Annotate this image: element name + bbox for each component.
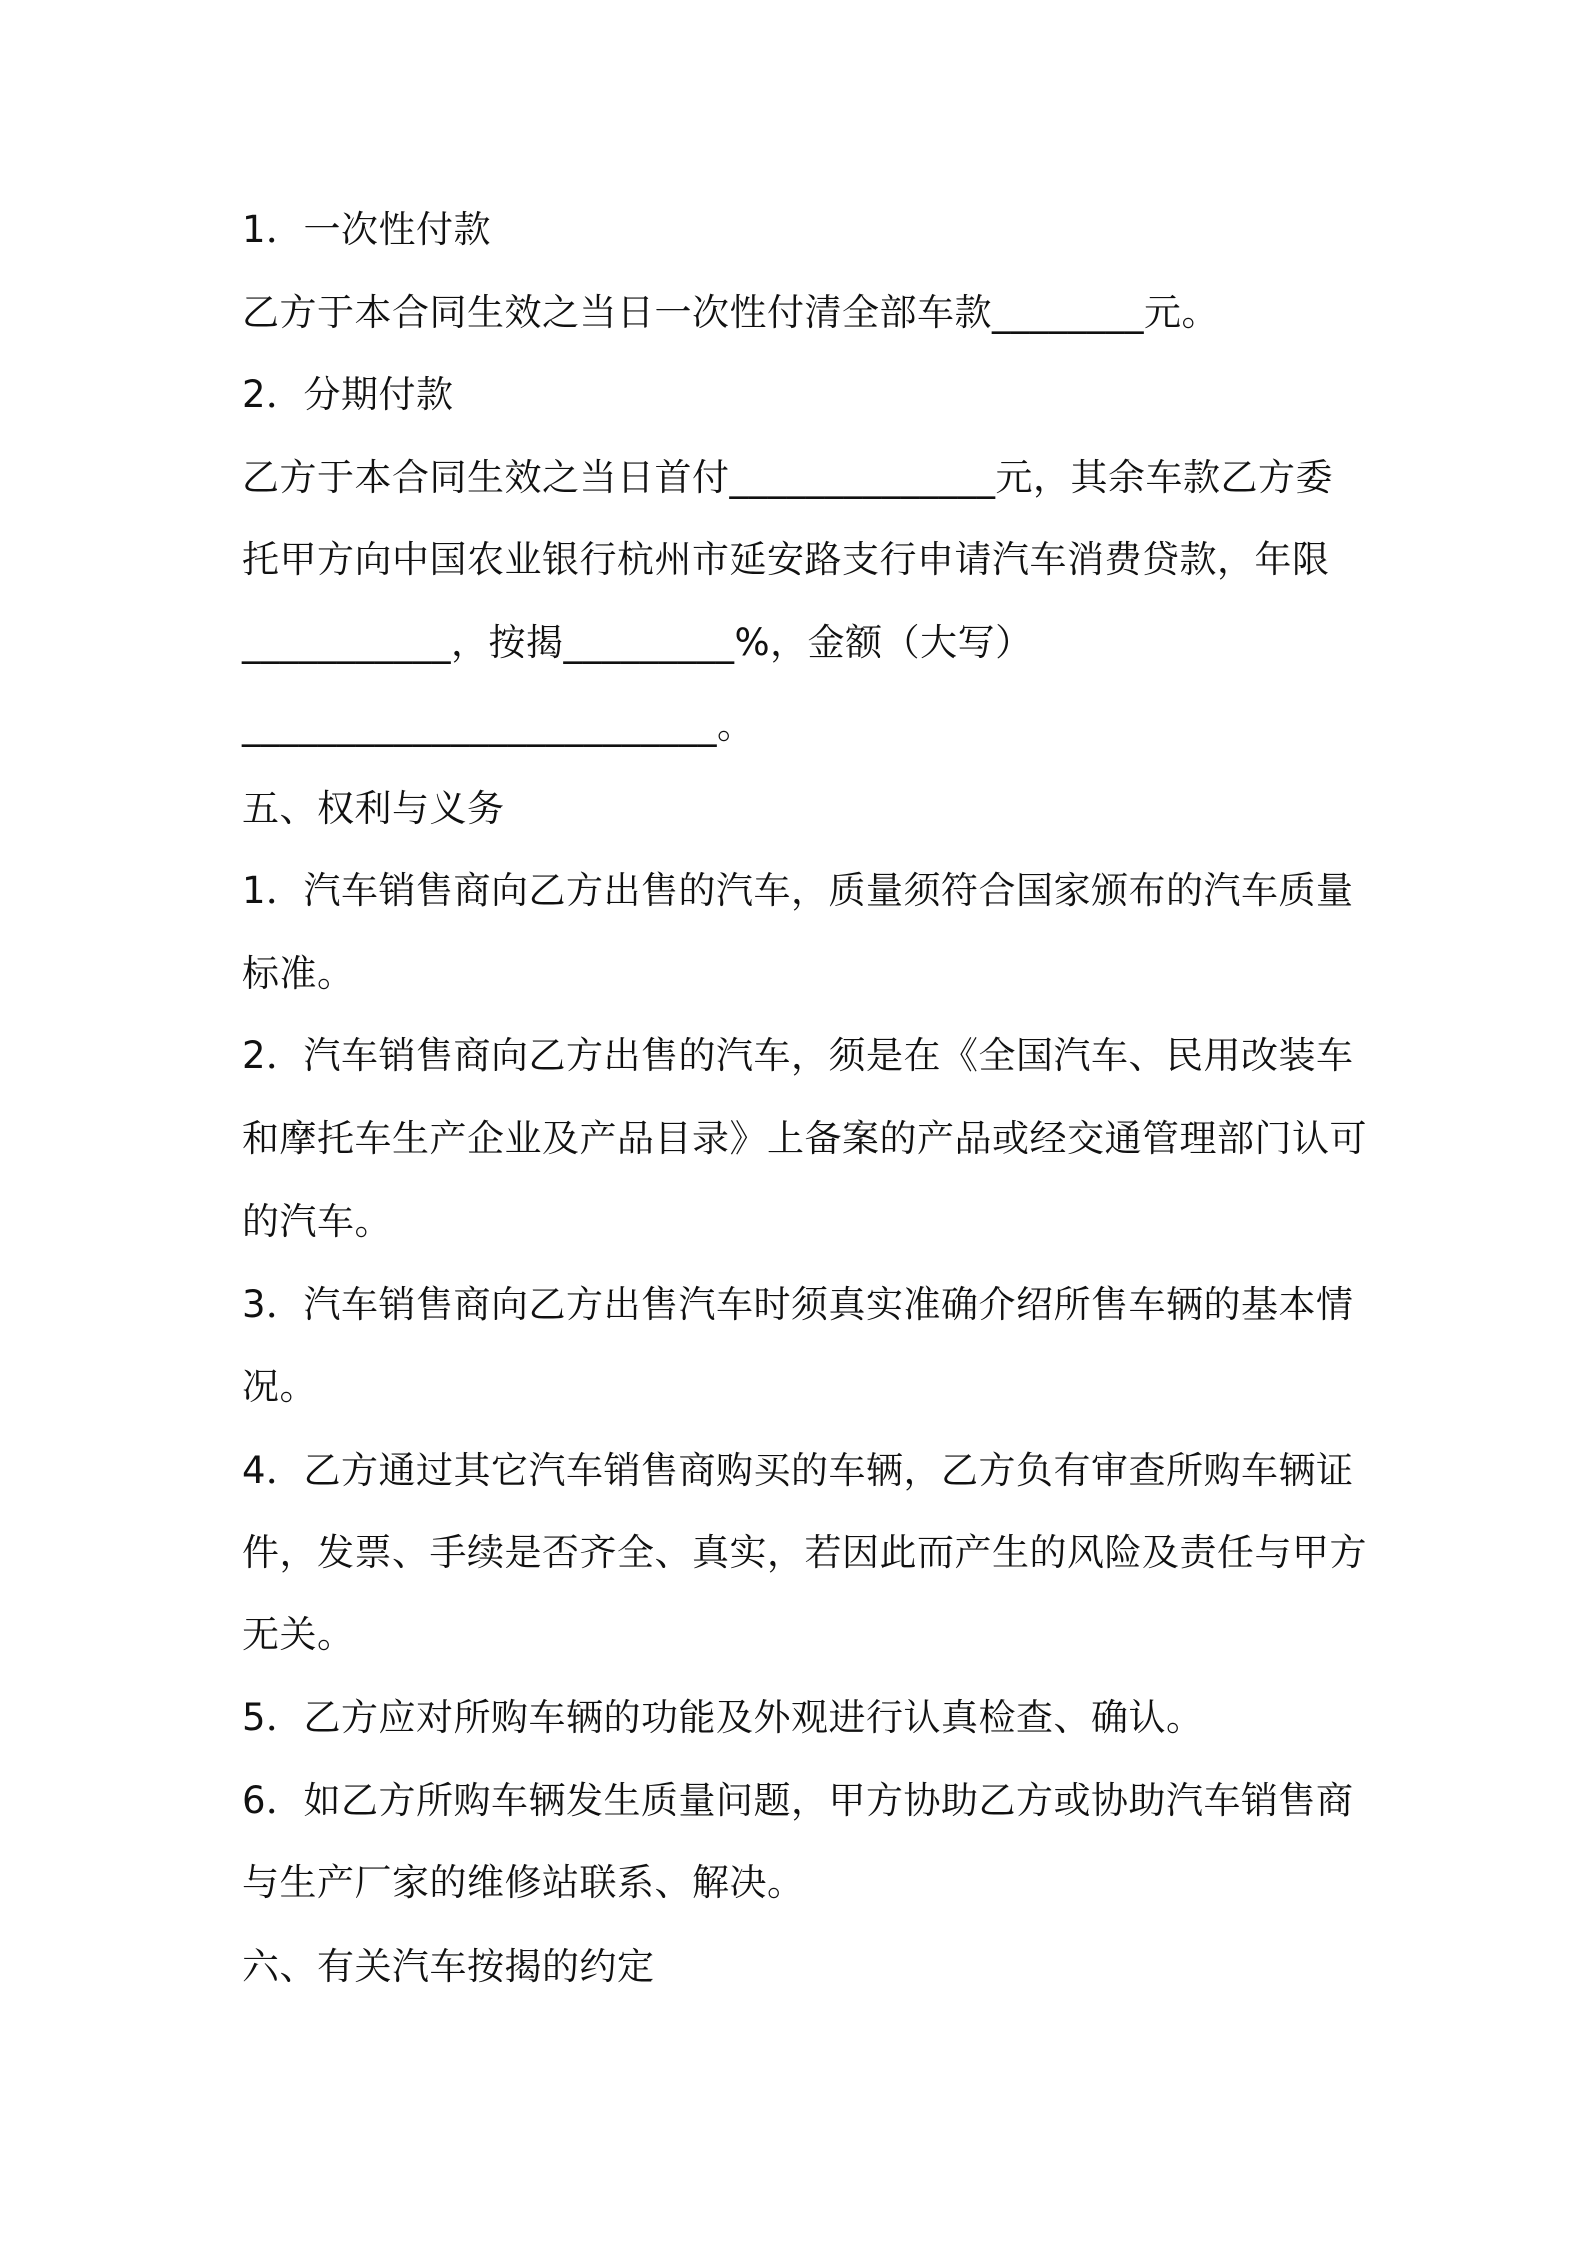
paragraph-line: 与生产厂家的维修站联系、解决。 — [242, 1861, 805, 1904]
paragraph-line: 件，发票、手续是否齐全、真实，若因此而产生的风险及责任与甲方 — [242, 1531, 1367, 1574]
paragraph-line: 乙方于本合同生效之当日一次性付清全部车款________元。 — [242, 291, 1219, 334]
paragraph-line: 1．汽车销售商向乙方出售的汽车，质量须符合国家颁布的汽车质量 — [242, 869, 1354, 912]
paragraph-line: 6．如乙方所购车辆发生质量问题，甲方协助乙方或协助汽车销售商 — [242, 1779, 1354, 1822]
paragraph-line: 4．乙方通过其它汽车销售商购买的车辆，乙方负有审查所购车辆证 — [242, 1449, 1354, 1492]
paragraph-line: 和摩托车生产企业及产品目录》上备案的产品或经交通管理部门认可 — [242, 1117, 1367, 1160]
paragraph-line: 乙方于本合同生效之当日首付______________元，其余车款乙方委 — [242, 456, 1333, 499]
heading-lump-sum-payment: 1．一次性付款 — [242, 208, 492, 251]
paragraph-line: 托甲方向中国农业银行杭州市延安路支行申请汽车消费贷款，年限 — [242, 538, 1330, 581]
paragraph-line: 3．汽车销售商向乙方出售汽车时须真实准确介绍所售车辆的基本情 — [242, 1283, 1354, 1326]
paragraph-line: 2．汽车销售商向乙方出售的汽车，须是在《全国汽车、民用改装车 — [242, 1034, 1354, 1077]
section-heading-mortgage-terms: 六、有关汽车按揭的约定 — [242, 1945, 655, 1988]
paragraph-line: 5．乙方应对所购车辆的功能及外观进行认真检查、确认。 — [242, 1696, 1204, 1739]
section-heading-rights-obligations: 五、权利与义务 — [242, 787, 505, 830]
paragraph-line: 无关。 — [242, 1613, 355, 1656]
heading-installment-payment: 2．分期付款 — [242, 373, 454, 416]
paragraph-line: _________________________。 — [242, 704, 755, 747]
paragraph-line: ___________，按揭_________%，金额（大写） — [242, 621, 1033, 664]
paragraph-line: 的汽车。 — [242, 1200, 392, 1243]
paragraph-line: 况。 — [242, 1365, 317, 1408]
paragraph-line: 标准。 — [242, 952, 355, 995]
